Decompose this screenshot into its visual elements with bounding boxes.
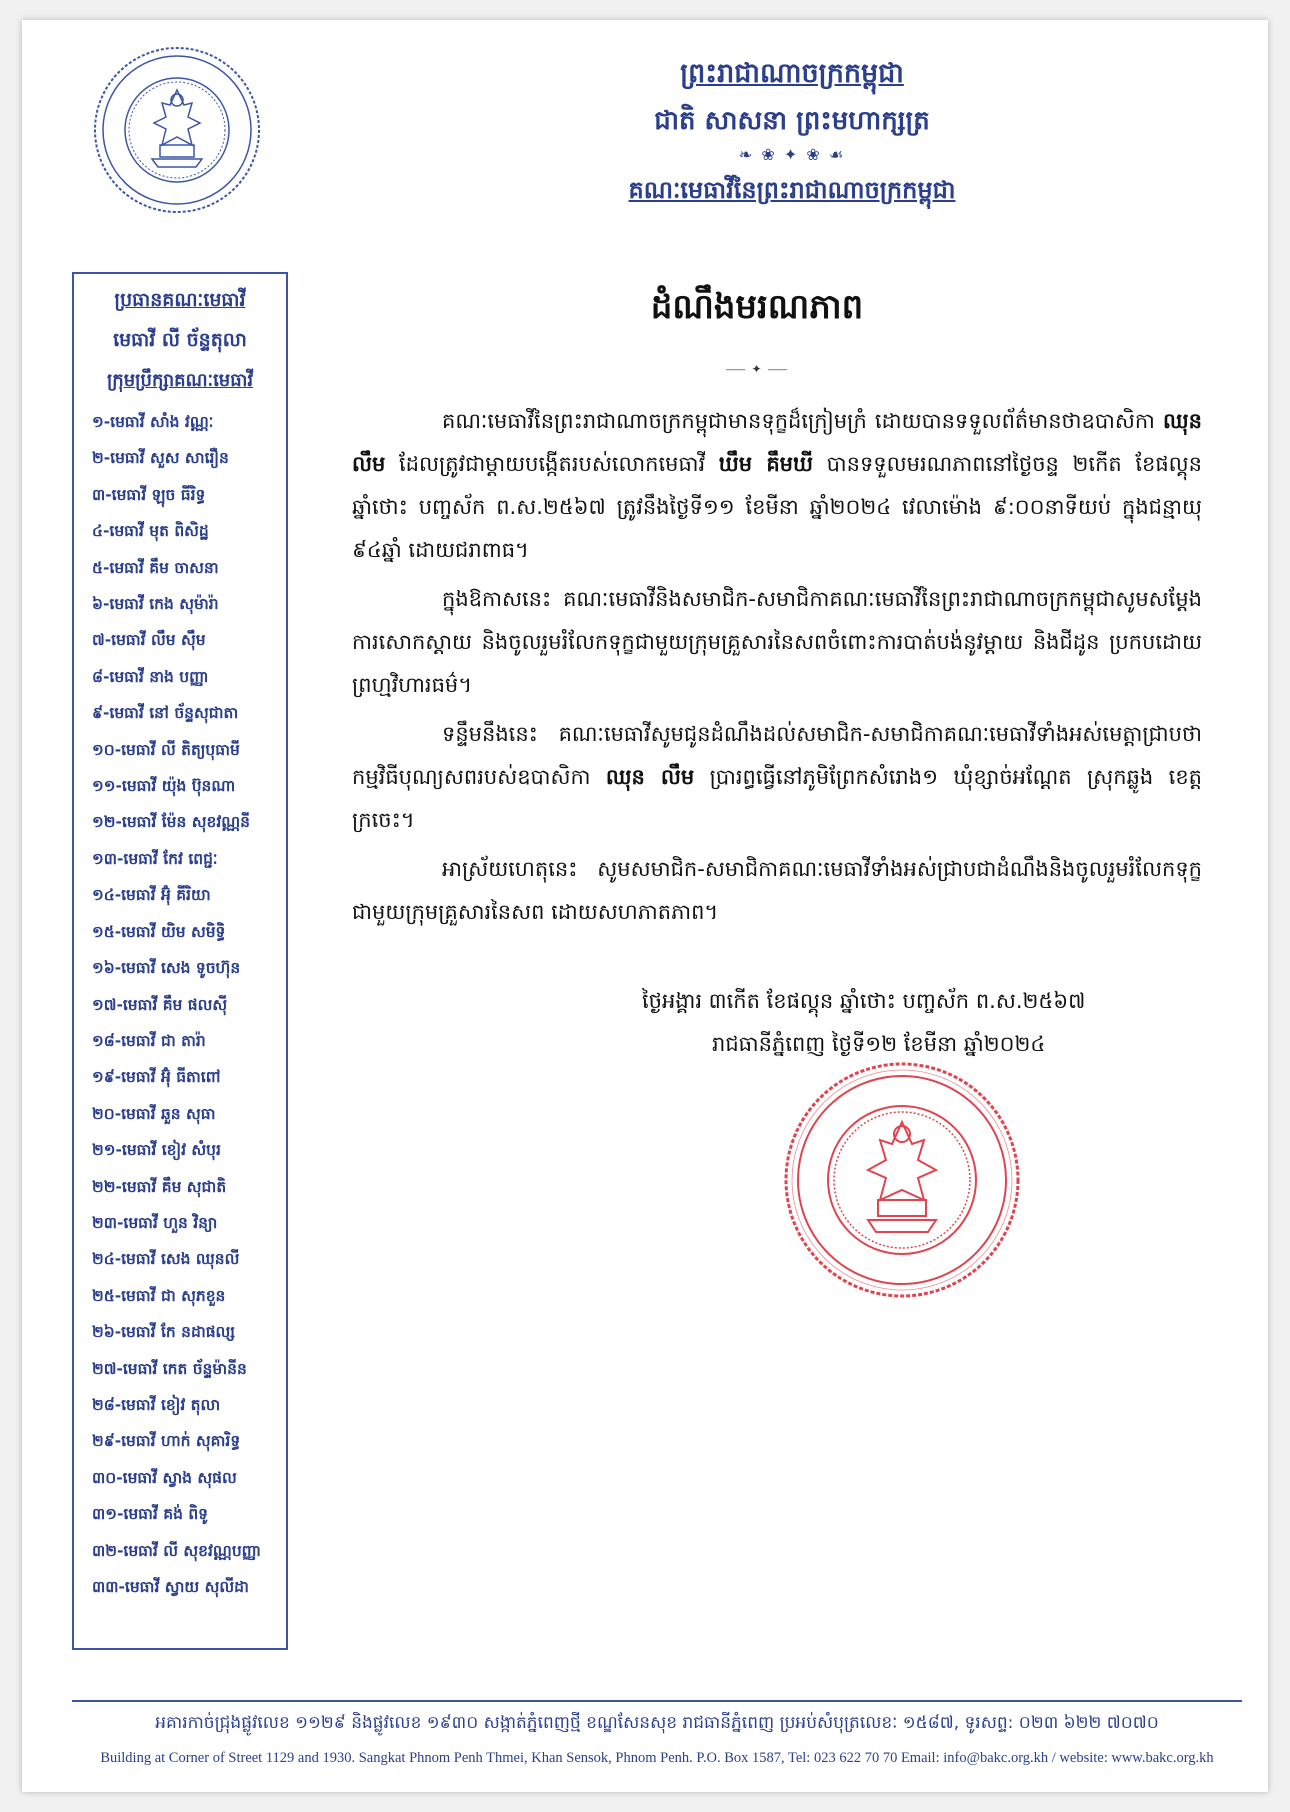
president-name: មេធាវី លី ច័ន្ទតុលា bbox=[113, 329, 247, 351]
council-member-item: ៥-មេធាវី គឹម ចាសនា bbox=[92, 558, 219, 577]
council-member-item: ៨-មេធាវី នាង បញ្ញា bbox=[92, 667, 209, 686]
president-heading: ប្រធានគណៈមេធាវី bbox=[114, 289, 246, 311]
council-member-item: ២៦-មេធាវី កែ នដាផល្ស bbox=[92, 1323, 235, 1342]
notice-title: ដំណឹងមរណភាព bbox=[650, 287, 864, 327]
council-member-item: ៣៣-មេធាវី ស្វាយ សុលីដា bbox=[92, 1578, 249, 1596]
lawyer-name: ឃឹម គឹមឃី bbox=[718, 452, 814, 476]
footer-address-khmer: អគារកាច់ជ្រុងផ្លូវលេខ ១១២៩ និងផ្លូវលេខ ១៩៣០ សង្កាត់ភ្នំពេញថ្មី ខណ្ឌសែនសុខ រាជធានីភ្នំពេញ ប្រអប់សំបុត្រលេខៈ ១៥៨៧, ទូរសព្ទ: ០២៣ ៦២២ ៧០៧០ bbox=[155, 1713, 1159, 1733]
council-member-item: ១៤-មេធាវី អ៊ុំ គីរិយា bbox=[92, 886, 211, 905]
paragraph-2: ក្នុងឱកាសនេះ គណៈមេធាវីនិងសមាជិក-សមាជិកាគណៈមេធាវីនៃព្រះរាជាណាចក្រកម្ពុជាសូមសម្តែងការសោកស្តាយ និងចូលរួមរំលែកទុក្ខជាមួយក្រុមគ្រួសារនៃសពចំពោះការបាត់បង់នូវម្តាយ និងជីដូន ប្រកបដោយព្រហ្មវិហារធម៌។ bbox=[352, 587, 1202, 697]
council-member-item: ៣២-មេធាវី លី សុខវណ្ណបញ្ញា bbox=[92, 1541, 262, 1560]
paragraph-3 bbox=[352, 713, 1202, 842]
council-member-item: ៤-មេធាវី មុត ពិសិដ្ឋ bbox=[92, 522, 209, 541]
council-member-item: ១-មេធាវី សាំង វណ្ណៈ bbox=[92, 413, 214, 431]
national-motto: ជាតិ សាសនា ព្រះមហាក្សត្រ bbox=[654, 106, 930, 136]
official-red-stamp bbox=[782, 1060, 1022, 1300]
council-member-item: ១៩-មេធាវី អ៊ុំ ធីតាពៅ bbox=[92, 1068, 221, 1087]
dateline bbox=[642, 980, 1242, 1066]
p1-text-c: បានទទួលមរណភាពនៅថ្ងៃចន្ទ ២កើត ខែផល្គុន ឆ្នាំថោះ បញ្ចស័ក ព.ស.២៥៦៧ ត្រូវនឹងថ្ងៃទី១១ ខែមីនា ឆ្នាំ២០២៤ វេលាម៉ោង ៩:០០នាទីយប់ ក្នុងជន្មាយុ ៩៤ឆ្នាំ ដោយជរាពាធ។ bbox=[352, 452, 1202, 562]
letterhead bbox=[542, 50, 1042, 214]
council-member-item: ៣០-មេធាវី ស្វាង សុផល bbox=[92, 1468, 237, 1487]
p3-text-a: ទន្ទឹមនឹងនេះ គណៈមេធាវីសូមជូនដំណឹងដល់សមាជិក-សមាជិកាគណៈមេធាវីទាំងអស់មេត្តាជ្រាបថា កម្មវិធីបុណ្យសពរបស់ឧបាសិកា bbox=[352, 722, 1202, 789]
title-ornament: ⸺ ✦ ⸺ bbox=[725, 362, 789, 376]
organization-name: គណៈមេធាវីនៃព្រះរាជាណាចក្រកម្ពុជា bbox=[628, 176, 956, 204]
council-member-list bbox=[74, 404, 286, 1605]
council-member-item: ២៩-មេធាវី ហាក់ សុគារិទ្ធ bbox=[92, 1432, 241, 1451]
paragraph-4: អាស្រ័យហេតុនេះ សូមសមាជិក-សមាជិកាគណៈមេធាវីទាំងអស់ជ្រាបជាដំណឹងនិងចូលរួមរំលែកទុក្ខជាមួយក្រុមគ្រួសារនៃសព ដោយសហភាតភាព។ bbox=[352, 857, 1202, 924]
council-member-item: ២២-មេធាវី គឹម សុជាតិ bbox=[92, 1177, 227, 1196]
council-member-item: ៧-មេធាវី លឹម ស៊ឹម bbox=[92, 631, 206, 650]
council-member-item: ១៥-មេធាវី យិម សមិទ្ធិ bbox=[92, 922, 226, 941]
p3-text-b: ប្រារព្ធធ្វើនៅភូមិព្រែកសំរោង១ ឃុំខ្សាច់អណ្តែត ស្រុកឆ្លូង ខេត្តក្រចេះ។ bbox=[352, 765, 1202, 832]
lunar-date: ថ្ងៃអង្គារ ៣កើត ខែផល្គុន ឆ្នាំថោះ បញ្ចស័ក ព.ស.២៥៦៧ bbox=[642, 989, 1086, 1013]
council-member-item: ១០-មេធាវី លី តិត្យបុធាមី bbox=[92, 740, 240, 759]
paragraph-1 bbox=[352, 400, 1202, 572]
council-member-item: ២១-មេធាវី ខៀវ សំបុរ bbox=[92, 1141, 221, 1160]
solar-date: រាជធានីភ្នំពេញ ថ្ងៃទី១២ ខែមីនា ឆ្នាំ២០២៤ bbox=[712, 1032, 1046, 1056]
council-member-item: ១១-មេធាវី យ៉ុង ប៊ុនណា bbox=[92, 777, 236, 796]
p1-text-a: គណៈមេធាវីនៃព្រះរាជាណាចក្រកម្ពុជាមានទុក្ខដ៏ក្រៀមក្រំ ដោយបានទទួលព័ត៌មានថាឧបាសិកា bbox=[442, 409, 1164, 433]
footer-address-english: Building at Corner of Street 1129 and 1930. Sangkat Phnom Penh Thmei, Khan Sensok, Phnom Penh. P.O. Box 1587, Tel: 023 622 70 70 Email: info@bakc.org.kh / website: www.bakc.org.kh bbox=[100, 1750, 1214, 1766]
council-member-item: ២៨-មេធាវី ខៀវ តុលា bbox=[92, 1395, 221, 1414]
council-member-item: ១៣-មេធាវី កែវ ពេជ្ជៈ bbox=[92, 849, 218, 868]
deceased-name: ឈុន លឹម bbox=[352, 409, 1202, 476]
council-member-item: ២៧-មេធាវី កេត ច័ន្ទម៉ានីន bbox=[92, 1359, 247, 1378]
council-heading: ក្រុមប្រឹក្សាគណៈមេធាវី bbox=[106, 370, 254, 391]
council-member-item: ២៥-មេធាវី ជា សុភខួន bbox=[92, 1286, 226, 1305]
council-member-item: ២៤-មេធាវី សេង ឈុនលី bbox=[92, 1250, 240, 1269]
document-page bbox=[22, 20, 1268, 1792]
notice-body bbox=[352, 400, 1202, 940]
council-member-item: ១៦-មេធាវី សេង ទូចហ៊ុន bbox=[92, 959, 241, 978]
p1-text-b: ដែលត្រូវជាម្តាយបង្កើតរបស់លោកមេធាវី bbox=[385, 452, 719, 476]
council-member-item: ២-មេធាវី សួស សារឿន bbox=[92, 449, 229, 468]
council-member-item: ១២-មេធាវី ម៉ែន សុខវណ្ណនី bbox=[92, 813, 250, 832]
footer-rule bbox=[72, 1700, 1242, 1702]
council-member-item: ១៨-មេធាវី ជា តារ៉ា bbox=[92, 1031, 206, 1050]
header-ornament: ❧ ❀ ✦ ❀ ☙ bbox=[738, 145, 846, 164]
bar-association-seal-logo bbox=[92, 45, 262, 215]
council-member-item: ២៣-មេធាវី ហួន វិន្យា bbox=[92, 1213, 218, 1232]
council-member-item: ៩-មេធាវី នៅ ច័ន្ទសុជាតា bbox=[92, 704, 239, 723]
council-member-item: ៣១-មេធាវី គង់ ពិទូ bbox=[92, 1505, 208, 1524]
council-member-item: ២០-មេធាវី ឆួន សុធា bbox=[92, 1104, 216, 1123]
council-member-item: ៣-មេធាវី ឡុច ធីរិទ្ធ bbox=[92, 485, 206, 504]
council-sidebar bbox=[72, 272, 288, 1650]
council-member-item: ៦-មេធាវី កេង សុម៉ារ៉ា bbox=[92, 595, 219, 614]
kingdom-title: ព្រះរាជាណាចក្រកម្ពុជា bbox=[680, 58, 904, 89]
deceased-name-2: ឈុន លឹម bbox=[605, 765, 695, 789]
council-member-item: ១៧-មេធាវី គឹម ផលស៊ី bbox=[92, 995, 228, 1014]
